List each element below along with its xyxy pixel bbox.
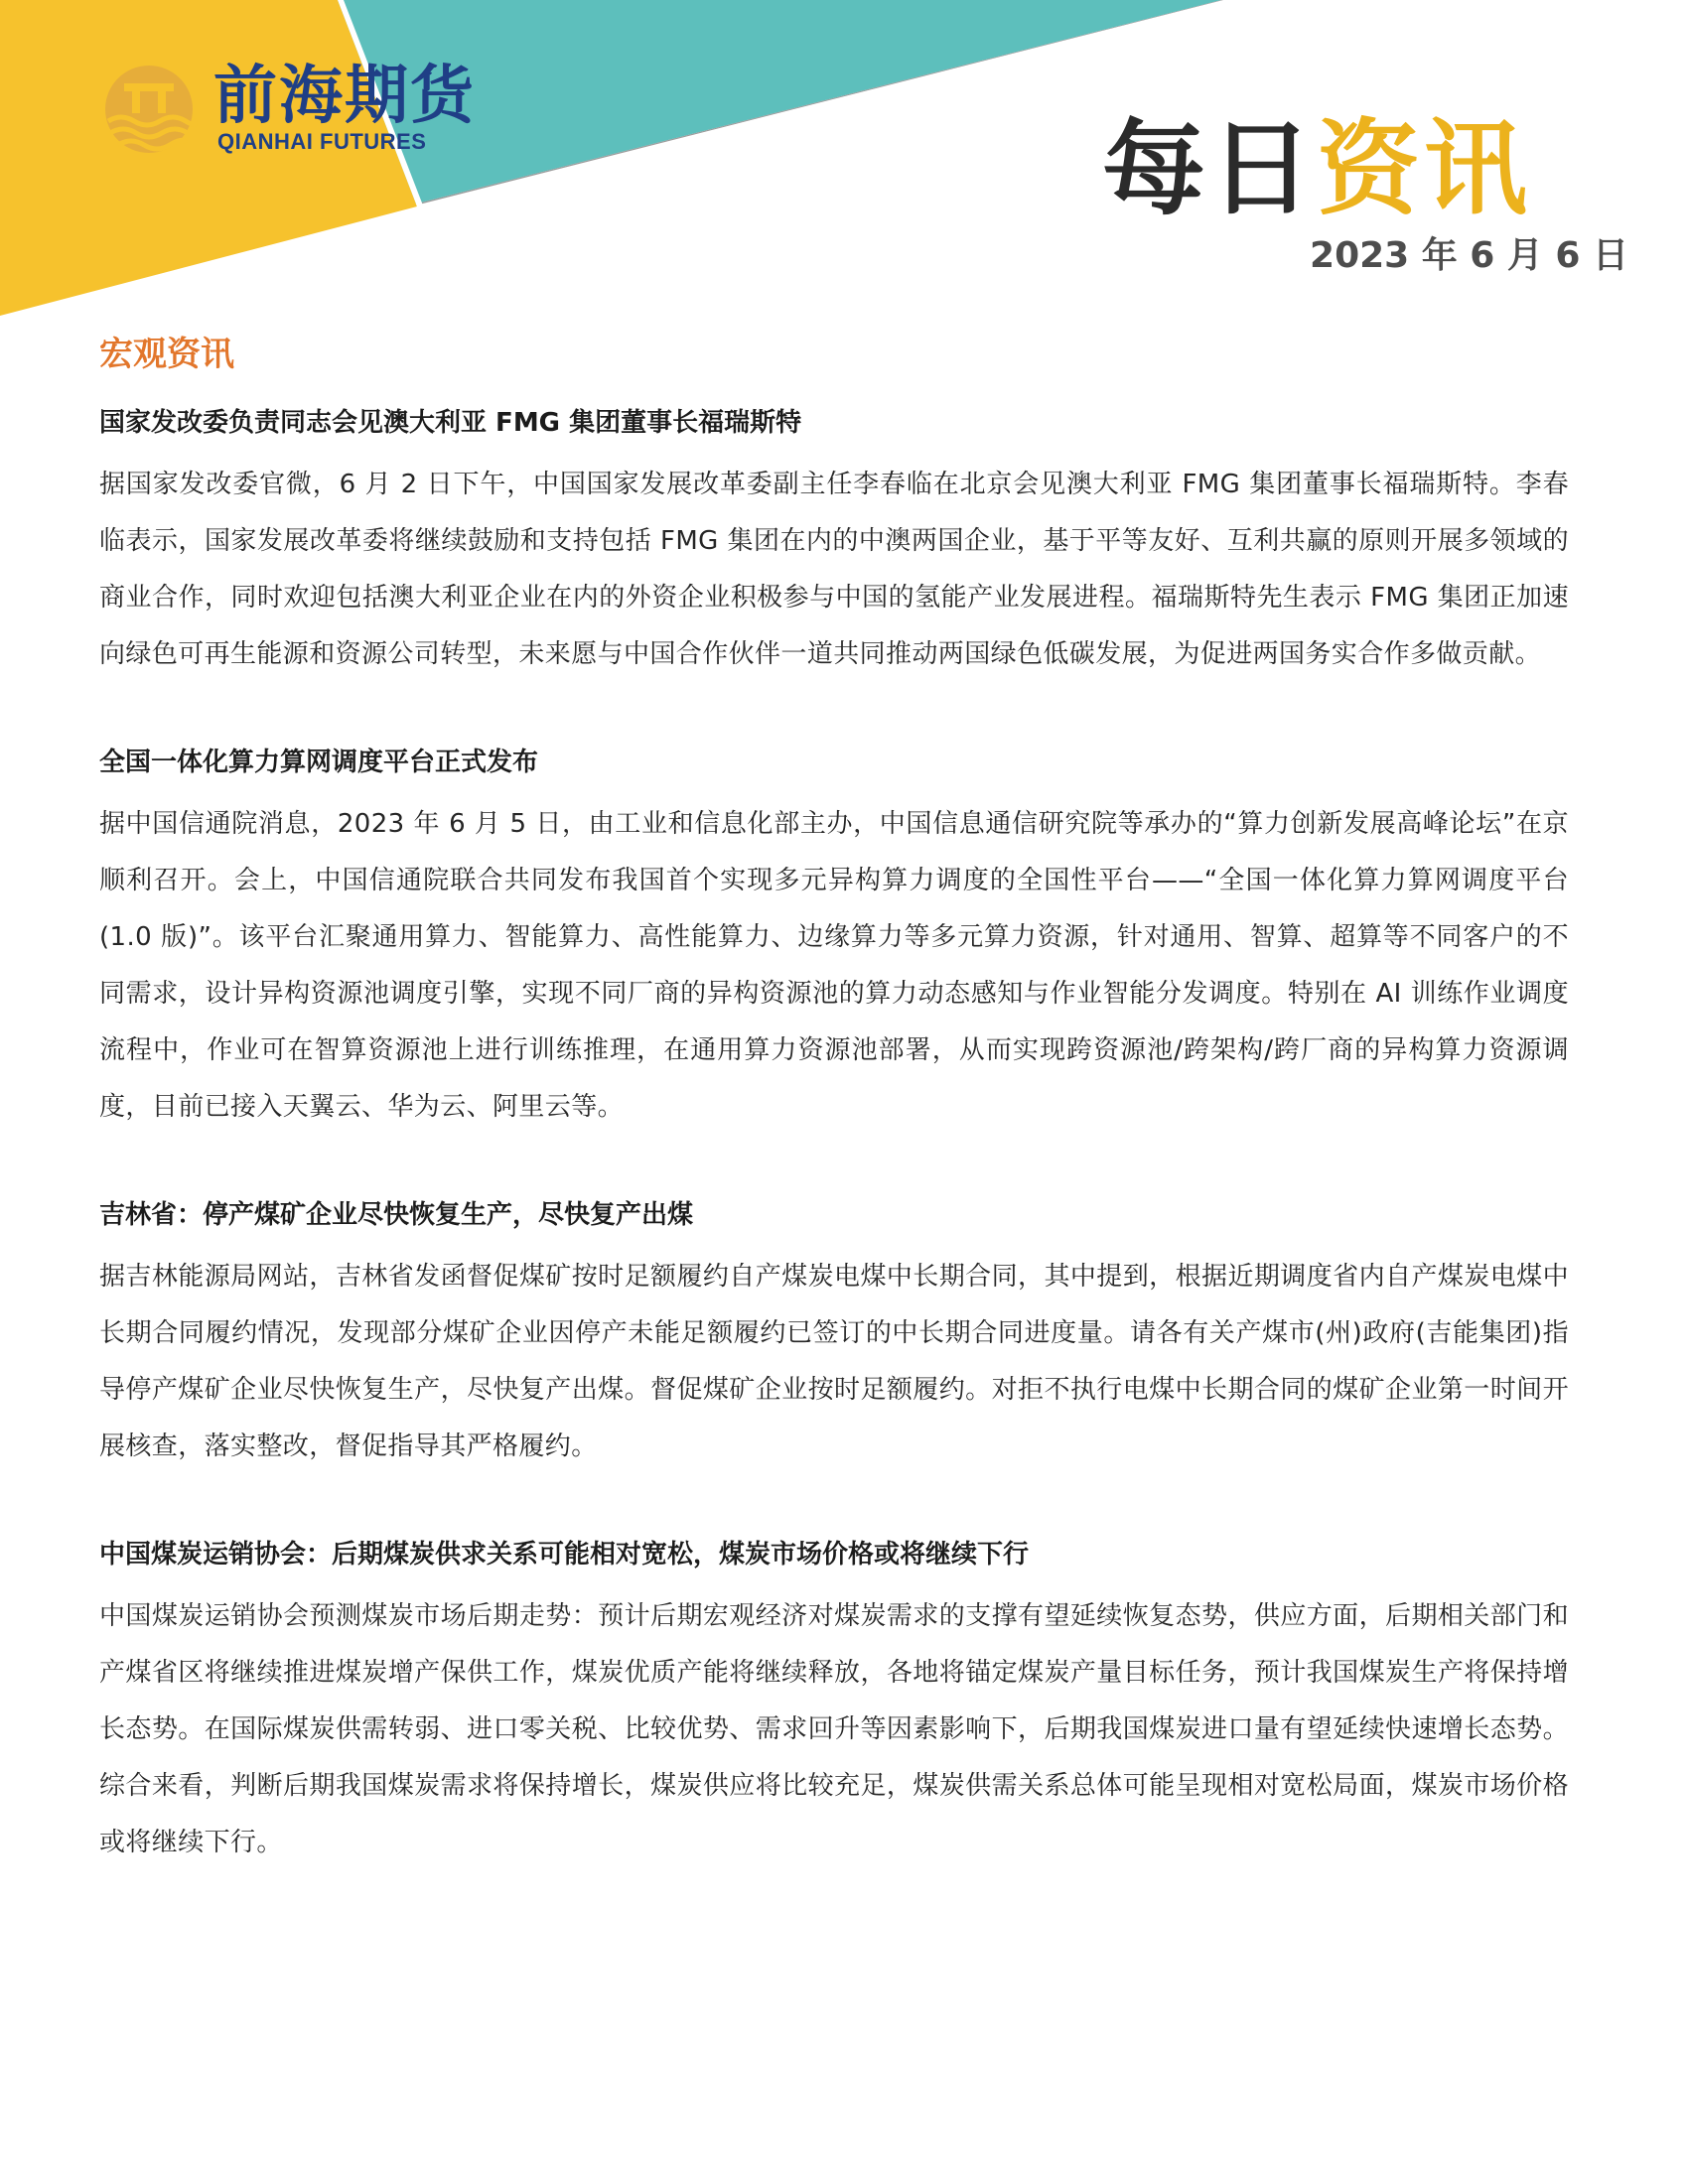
company-logo <box>94 58 476 167</box>
news-article <box>99 741 1569 1136</box>
main-content <box>99 328 1569 1929</box>
page-title-part2: 资讯 <box>1316 108 1531 229</box>
article-headline: 国家发改委负责同志会见澳大利亚 FMG 集团董事长福瑞斯特 <box>99 408 802 438</box>
article-headline: 全国一体化算力算网调度平台正式发布 <box>99 748 539 777</box>
article-body: 中国煤炭运销协会预测煤炭市场后期走势：预计后期宏观经济对煤炭需求的支撑有望延续恢复态势，供应方面，后期相关部门和产煤省区将继续推进煤炭增产保供工作，煤炭优质产能将继续释放，各地将锚定煤炭产量目标任务，预计我国煤炭生产将保持增长态势。在国际煤炭供需转弱、进口零关税、比较优势、需求回升等因素影响下，后期我国煤炭进口量有望延续快速增长态势。综合来看，判断后期我国煤炭需求将保持增长，煤炭供应将比较充足，煤炭供需关系总体可能呈现相对宽松局面，煤炭市场价格或将继续下行。 <box>99 1601 1569 1857</box>
issue-date: 2023 年 6 月 6 日 <box>1310 235 1628 276</box>
section-title: 宏观资讯 <box>99 335 234 374</box>
article-body: 据吉林能源局网站，吉林省发函督促煤矿按时足额履约自产煤炭电煤中长期合同，其中提到，根据近期调度省内自产煤炭电煤中长期合同履约情况，发现部分煤矿企业因停产未能足额履约已签订的中长期合同进度量。请各有关产煤市(州)政府(吉能集团)指导停产煤矿企业尽快恢复生产，尽快复产出煤。督促煤矿企业按时足额履约。对拒不执行电煤中长期合同的煤矿企业第一时间开展核查，落实整改，督促指导其严格履约。 <box>99 1262 1569 1461</box>
news-article <box>99 1193 1569 1475</box>
logo-emblem-icon <box>94 58 204 167</box>
article-body: 据中国信通院消息，2023 年 6 月 5 日，由工业和信息化部主办，中国信息通信研究院等承办的“算力创新发展高峰论坛”在京顺利召开。会上，中国信通院联合共同发布我国首个实现多元异构算力调度的全国性平台——“全国一体化算力算网调度平台(1.0 版)”。该平台汇聚通用算力、智能算力、高性能算力、边缘算力等多元算力资源，针对通用、智算、超算等不同客户的不同需求，设计异构资源池调度引擎，实现不同厂商的异构资源池的算力动态感知与作业智能分发调度。特别在 AI 训练作业调度流程中，作业可在智算资源池上进行训练推理，在通用算力资源池部署，从而实现跨资源池/跨架构/跨厂商的异构算力资源调度，目前已接入天翼云、华为云、阿里云等。 <box>99 809 1569 1122</box>
page-title <box>1102 109 1531 228</box>
logo-english-name: QIANHAI FUTURES <box>217 129 427 154</box>
article-headline: 吉林省：停产煤矿企业尽快恢复生产，尽快复产出煤 <box>99 1200 694 1230</box>
news-article <box>99 401 1569 683</box>
page-title-part1: 每日 <box>1101 108 1317 229</box>
article-body: 据国家发改委官微，6 月 2 日下午，中国国家发展改革委副主任李春临在北京会见澳大利亚 FMG 集团董事长福瑞斯特。李春临表示，国家发展改革委将继续鼓励和支持包括 FMG 集团在内的中澳两国企业，基于平等友好、互利共赢的原则开展多领域的商业合作，同时欢迎包括澳大利亚企业在内的外资企业积极参与中国的氢能产业发展进程。福瑞斯特先生表示 FMG 集团正加速向绿色可再生能源和资源公司转型，未来愿与中国合作伙伴一道共同推动两国绿色低碳发展，为促进两国务实合作多做贡献。 <box>99 470 1569 669</box>
news-article <box>99 1533 1569 1871</box>
article-headline: 中国煤炭运销协会：后期煤炭供求关系可能相对宽松，煤炭市场价格或将继续下行 <box>99 1540 1030 1570</box>
logo-chinese-name: 前海期货 <box>213 59 476 133</box>
